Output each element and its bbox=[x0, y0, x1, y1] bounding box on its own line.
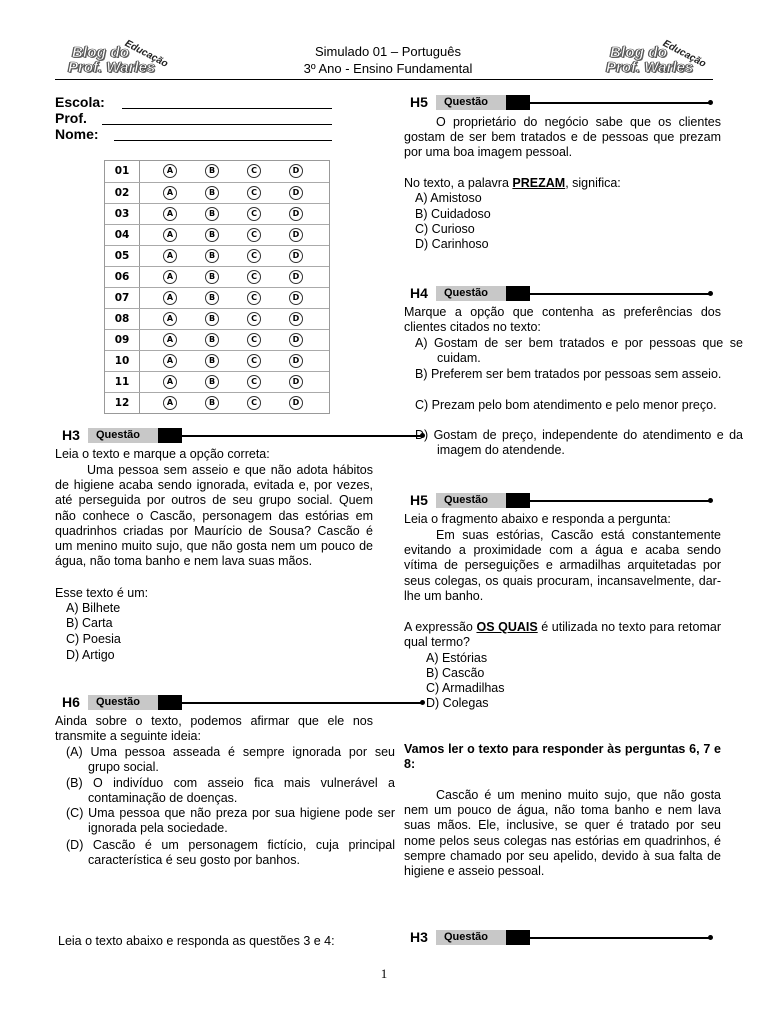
answer-bubble-c[interactable]: C bbox=[247, 312, 261, 326]
answer-bubble-b[interactable]: B bbox=[205, 186, 219, 200]
answer-bubble-c[interactable]: C bbox=[247, 270, 261, 284]
escola-field[interactable] bbox=[122, 108, 332, 109]
answer-bubble-d[interactable]: D bbox=[289, 270, 303, 284]
answer-bubble-c[interactable]: C bbox=[247, 333, 261, 347]
label-block bbox=[158, 428, 182, 443]
answer-bubble-d[interactable]: D bbox=[289, 354, 303, 368]
answer-row bbox=[105, 161, 329, 181]
answer-row-number: 02 bbox=[114, 187, 130, 199]
answer-bubble-a[interactable]: A bbox=[163, 207, 177, 221]
question-header-h5 bbox=[410, 492, 715, 508]
label-block bbox=[158, 695, 182, 710]
answer-bubble-c[interactable]: C bbox=[247, 186, 261, 200]
reading-intro: Vamos ler o texto para responder às perguntas 6, 7 e 8: bbox=[404, 742, 721, 772]
answer-bubble-d[interactable]: D bbox=[289, 164, 303, 178]
answer-bubble-b[interactable]: B bbox=[205, 270, 219, 284]
h3-option-b[interactable]: B) Carta bbox=[66, 616, 113, 630]
h5a-option-c[interactable]: C) Curioso bbox=[415, 222, 475, 236]
question-header-h4 bbox=[410, 285, 715, 301]
h5a-question-before: No texto, a palavra bbox=[404, 176, 513, 190]
prof-label: Prof. bbox=[55, 110, 87, 126]
h5b-prompt: Leia o fragmento abaixo e responda a pergunta: bbox=[404, 512, 671, 526]
answer-row bbox=[105, 308, 329, 329]
header-title-line1: Simulado 01 – Português bbox=[315, 44, 461, 59]
answer-bubble-d[interactable]: D bbox=[289, 249, 303, 263]
header-rule bbox=[530, 500, 710, 502]
label-block bbox=[506, 493, 530, 508]
h3-option-c[interactable]: C) Poesia bbox=[66, 632, 121, 646]
answer-row-number: 10 bbox=[114, 355, 130, 367]
answer-bubble-c[interactable]: C bbox=[247, 354, 261, 368]
answer-bubble-c[interactable]: C bbox=[247, 375, 261, 389]
header-divider bbox=[55, 79, 713, 80]
logo-arc: Educação bbox=[122, 38, 170, 70]
h4-option-d[interactable]: D) Gostam de preço, independente do atendimento e da imagem do atendende. bbox=[415, 428, 743, 458]
nome-field[interactable] bbox=[114, 140, 332, 141]
question-label: Questão bbox=[436, 493, 506, 508]
header-rule bbox=[530, 937, 710, 939]
answer-bubble-a[interactable]: A bbox=[163, 186, 177, 200]
answer-row bbox=[105, 266, 329, 287]
answer-bubble-d[interactable]: D bbox=[289, 333, 303, 347]
answer-bubble-b[interactable]: B bbox=[205, 396, 219, 410]
label-block bbox=[506, 95, 530, 110]
logo-line1: Blog do bbox=[72, 44, 130, 61]
h6-prompt: Ainda sobre o texto, podemos afirmar que ele nos transmite a seguinte ideia: bbox=[55, 714, 373, 744]
escola-label: Escola: bbox=[55, 94, 105, 110]
header-rule bbox=[530, 293, 710, 295]
label-block bbox=[506, 286, 530, 301]
h5a-text: O proprietário do negócio sabe que os clientes gostam de ser bem tratados e de pessoas que prezam por uma boa imagem pessoal. bbox=[404, 115, 721, 160]
h3-text: Uma pessoa sem asseio e que não adota hábitos de higiene acaba sendo ignorada, evitada e, por vezes, até perseguida por outros de seu grupo social. Quem não conhece o Cascão, personagem das estórias em quadrinhos criadas por Maurício de Sousa? Cascão é um menino muito sujo, que não gosta nem um pouco de água, não toma banho e nem lava suas mãos. bbox=[55, 463, 373, 569]
answer-bubble-a[interactable]: A bbox=[163, 270, 177, 284]
answer-bubble-d[interactable]: D bbox=[289, 186, 303, 200]
answer-row bbox=[105, 182, 329, 203]
h6-option-c[interactable]: (C) Uma pessoa que não preza por sua higiene pode ser ignorada pela sociedade. bbox=[66, 806, 395, 836]
answer-bubble-d[interactable]: D bbox=[289, 375, 303, 389]
question-header-h3 bbox=[410, 929, 715, 945]
answer-bubble-b[interactable]: B bbox=[205, 354, 219, 368]
answer-row-number: 09 bbox=[114, 334, 130, 346]
answer-row bbox=[105, 371, 329, 392]
answer-row bbox=[105, 350, 329, 371]
h5b-question-before: A expressão bbox=[404, 620, 477, 634]
h4-option-b[interactable]: B) Preferem ser bem tratados por pessoas sem asseio. bbox=[415, 367, 722, 381]
page-number: 1 bbox=[380, 966, 388, 981]
h5b-option-b[interactable]: B) Cascão bbox=[426, 666, 485, 680]
skill-code: H6 bbox=[62, 694, 80, 710]
label-block bbox=[506, 930, 530, 945]
logo-line2: Prof. Warles bbox=[68, 59, 156, 76]
answer-bubble-b[interactable]: B bbox=[205, 228, 219, 242]
reading-text: Cascão é um menino muito sujo, que não gosta nem um pouco de água, não toma banho e nem lava suas mãos. Ele, inclusive, se quer é tratado por seu nome pelos seus colegas nas estórias em quadrinhos, é sempre chamado por seu apelido, devido à sua falta de higiene e asseio pessoal. bbox=[404, 788, 721, 879]
answer-bubble-c[interactable]: C bbox=[247, 396, 261, 410]
h5a-option-a[interactable]: A) Amistoso bbox=[415, 191, 482, 205]
answer-row bbox=[105, 287, 329, 308]
blog-logo-left bbox=[68, 38, 170, 76]
h3-option-d[interactable]: D) Artigo bbox=[66, 648, 115, 662]
answer-row-number: 11 bbox=[114, 376, 130, 388]
h4-option-a[interactable]: A) Gostam de ser bem tratados e por pessoas que se cuidam. bbox=[415, 336, 743, 366]
answer-row-number: 07 bbox=[114, 292, 130, 304]
question-label: Questão bbox=[88, 428, 158, 443]
h5b-question-after: é utilizada no texto para retomar qual termo? bbox=[404, 620, 721, 650]
answer-bubble-d[interactable]: D bbox=[289, 228, 303, 242]
logo-line1: Blog do bbox=[610, 44, 668, 61]
answer-bubble-b[interactable]: B bbox=[205, 312, 219, 326]
blog-logo-right bbox=[606, 38, 708, 76]
answer-bubble-c[interactable]: C bbox=[247, 291, 261, 305]
answer-bubble-a[interactable]: A bbox=[163, 312, 177, 326]
question-header-h3 bbox=[62, 427, 362, 443]
question-label: Questão bbox=[436, 930, 506, 945]
h6-option-d[interactable]: (D) Cascão é um personagem fictício, cuja principal característica é seu gosto por banhos. bbox=[66, 838, 395, 868]
answer-row-number: 12 bbox=[114, 397, 130, 409]
question-label: Questão bbox=[88, 695, 158, 710]
answer-row bbox=[105, 245, 329, 266]
header-rule bbox=[182, 435, 422, 437]
skill-code: H5 bbox=[410, 492, 428, 508]
answer-bubble-a[interactable]: A bbox=[163, 375, 177, 389]
question-label: Questão bbox=[436, 95, 506, 110]
answer-row-number: 06 bbox=[114, 271, 130, 283]
rule-dot bbox=[708, 291, 713, 296]
header-rule bbox=[182, 702, 422, 704]
h5b-option-a[interactable]: A) Estórias bbox=[426, 651, 488, 665]
skill-code: H3 bbox=[62, 427, 80, 443]
h5b-option-c[interactable]: C) Armadilhas bbox=[426, 681, 505, 695]
answer-bubble-b[interactable]: B bbox=[205, 375, 219, 389]
question-header-h5 bbox=[410, 94, 715, 110]
header-title-line2: 3º Ano - Ensino Fundamental bbox=[303, 61, 473, 76]
h4-prompt: Marque a opção que contenha as preferências dos clientes citados no texto: bbox=[404, 305, 721, 335]
answer-bubble-a[interactable]: A bbox=[163, 249, 177, 263]
answer-bubble-c[interactable]: C bbox=[247, 207, 261, 221]
h5b-text: Em suas estórias, Cascão está constantemente evitando a proximidade com a água e acaba sendo vítima de perseguições e armadilhas arquitetadas por seus colegas, os quais procuram, incansavelmente, dar-lhe um banho. bbox=[404, 528, 721, 603]
answer-bubble-a[interactable]: A bbox=[163, 228, 177, 242]
h5b-question bbox=[404, 620, 721, 650]
answer-row bbox=[105, 392, 329, 413]
skill-code: H4 bbox=[410, 285, 428, 301]
answer-bubble-b[interactable]: B bbox=[205, 291, 219, 305]
skill-code: H5 bbox=[410, 94, 428, 110]
answer-bubble-a[interactable]: A bbox=[163, 396, 177, 410]
answer-row-number: 03 bbox=[114, 208, 130, 220]
h5a-question bbox=[404, 176, 721, 191]
answer-bubble-d[interactable]: D bbox=[289, 396, 303, 410]
answer-row-number: 05 bbox=[114, 250, 130, 262]
answer-bubble-b[interactable]: B bbox=[205, 249, 219, 263]
rule-dot bbox=[420, 700, 425, 705]
answer-bubble-d[interactable]: D bbox=[289, 291, 303, 305]
answer-bubble-d[interactable]: D bbox=[289, 312, 303, 326]
answer-bubble-a[interactable]: A bbox=[163, 333, 177, 347]
h5a-option-b[interactable]: B) Cuidadoso bbox=[415, 207, 491, 221]
logo-arc: Educação bbox=[660, 38, 708, 70]
answer-grid bbox=[104, 160, 330, 414]
answer-bubble-a[interactable]: A bbox=[163, 354, 177, 368]
answer-row bbox=[105, 224, 329, 245]
h6-option-a[interactable]: (A) Uma pessoa asseada é sempre ignorada por seu grupo social. bbox=[66, 745, 395, 775]
answer-bubble-b[interactable]: B bbox=[205, 333, 219, 347]
answer-bubble-c[interactable]: C bbox=[247, 228, 261, 242]
answer-row-number: 04 bbox=[114, 229, 130, 241]
h6-option-b[interactable]: (B) O indivíduo com asseio fica mais vulnerável a contaminação de doenças. bbox=[66, 776, 395, 806]
answer-row-number: 01 bbox=[114, 165, 130, 177]
h5b-option-d[interactable]: D) Colegas bbox=[426, 696, 489, 710]
rule-dot bbox=[708, 498, 713, 503]
skill-code: H3 bbox=[410, 929, 428, 945]
prof-field[interactable] bbox=[102, 124, 332, 125]
answer-row bbox=[105, 329, 329, 350]
h5a-question-after: , significa: bbox=[565, 176, 621, 190]
h5b-question-word: OS QUAIS bbox=[476, 620, 538, 634]
h3-question: Esse texto é um: bbox=[55, 586, 149, 600]
answer-bubble-a[interactable]: A bbox=[163, 291, 177, 305]
answer-bubble-d[interactable]: D bbox=[289, 207, 303, 221]
answer-bubble-b[interactable]: B bbox=[205, 207, 219, 221]
bottom-left-note: Leia o texto abaixo e responda as questões 3 e 4: bbox=[58, 934, 335, 948]
header-rule bbox=[530, 102, 710, 104]
logo-line2: Prof. Warles bbox=[606, 59, 694, 76]
answer-bubble-c[interactable]: C bbox=[247, 164, 261, 178]
answer-bubble-a[interactable]: A bbox=[163, 164, 177, 178]
nome-label: Nome: bbox=[55, 126, 99, 142]
answer-row bbox=[105, 203, 329, 224]
question-header-h6 bbox=[62, 694, 362, 710]
answer-row-number: 08 bbox=[114, 313, 130, 325]
h4-option-c[interactable]: C) Prezam pelo bom atendimento e pelo menor preço. bbox=[415, 398, 717, 412]
answer-bubble-c[interactable]: C bbox=[247, 249, 261, 263]
h5a-question-word: PREZAM bbox=[512, 176, 566, 190]
question-label: Questão bbox=[436, 286, 506, 301]
rule-dot bbox=[708, 935, 713, 940]
h3-prompt: Leia o texto e marque a opção correta: bbox=[55, 447, 270, 461]
h5a-option-d[interactable]: D) Carinhoso bbox=[415, 237, 489, 251]
h3-option-a[interactable]: A) Bilhete bbox=[66, 601, 121, 615]
rule-dot bbox=[708, 100, 713, 105]
answer-bubble-b[interactable]: B bbox=[205, 164, 219, 178]
